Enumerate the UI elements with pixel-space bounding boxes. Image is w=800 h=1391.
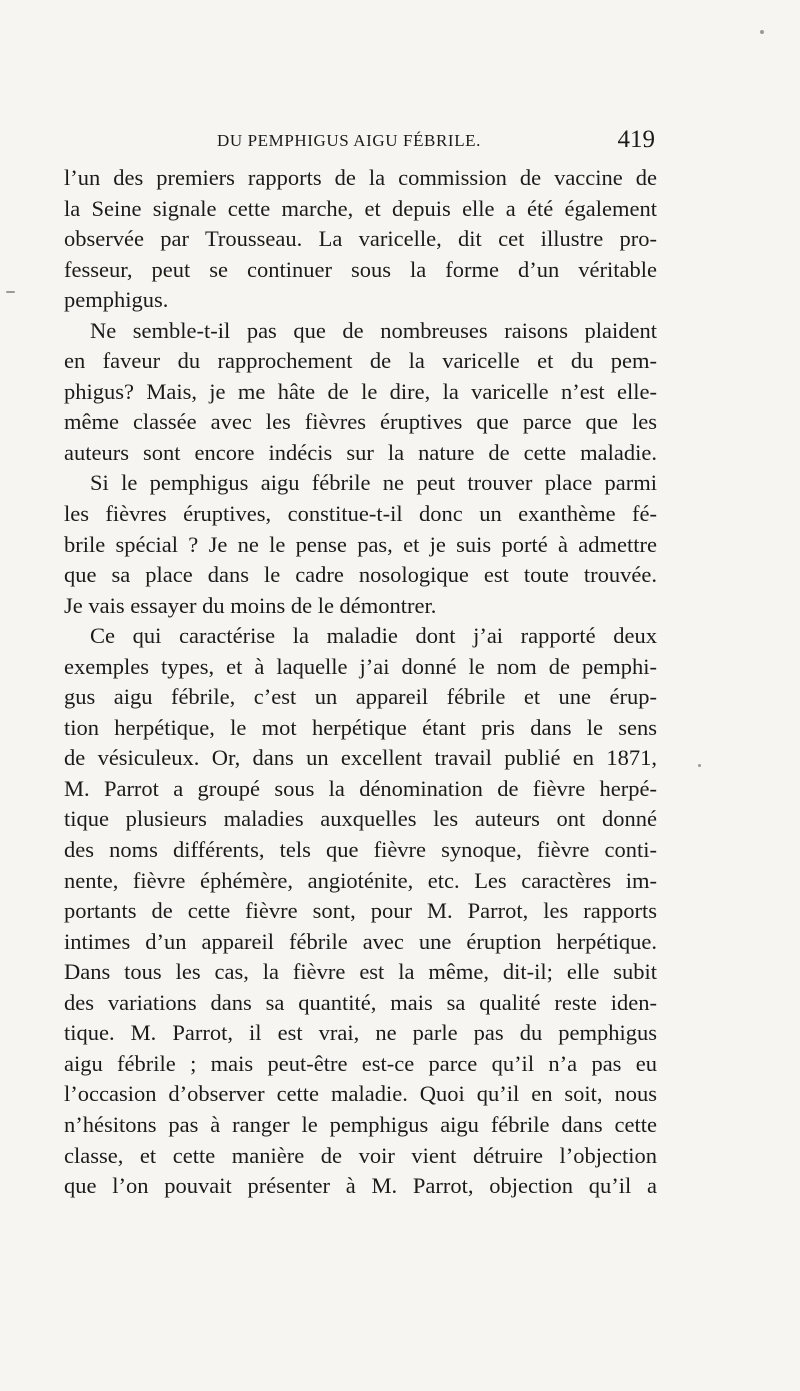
text-line: phigus? Mais, je me hâte de le dire, la varicelle n’est elle-	[64, 378, 657, 404]
text-line: en faveur du rapprochement de la varicelle et du pem-	[64, 348, 657, 374]
text-line: brile spécial ? Je ne le pense pas, et je suis porté à admettre	[64, 531, 657, 557]
paper-speck	[760, 30, 764, 34]
text-line: intimes d’un appareil fébrile avec une éruption herpétique.	[64, 928, 657, 954]
page-number: 419	[617, 126, 655, 153]
text-line: que sa place dans le cadre nosologique est toute trouvée.	[64, 562, 657, 588]
text-line: des variations dans sa quantité, mais sa qualité reste iden-	[64, 989, 657, 1015]
text-line: tique plusieurs maladies auxquelles les auteurs ont donné	[64, 806, 657, 832]
text-line: Je vais essayer du moins de le démontrer.	[64, 592, 437, 618]
text-line: observée par Trousseau. La varicelle, dit cet illustre pro-	[64, 226, 657, 252]
text-line: n’hésitons pas à ranger le pemphigus aigu fébrile dans cette	[64, 1111, 657, 1137]
text-line: la Seine signale cette marche, et depuis elle a été également	[64, 195, 657, 221]
text-line: l’un des premiers rapports de la commission de vaccine de	[64, 165, 657, 190]
text-line: portants de cette fièvre sont, pour M. Parrot, les rapports	[64, 898, 657, 924]
paper-speck	[698, 764, 701, 767]
text-line: les fièvres éruptives, constitue-t-il donc un exanthème fé-	[64, 501, 657, 527]
paragraph-first-line: Ce qui caractérise la maladie dont j’ai rapporté deux	[90, 623, 657, 649]
text-line: tique. M. Parrot, il est vrai, ne parle pas du pemphigus	[64, 1020, 657, 1046]
text-line: auteurs sont encore indécis sur la nature de cette maladie.	[64, 439, 657, 465]
paper-speck	[6, 291, 15, 293]
text-line: exemples types, et à laquelle j’ai donné le nom de pemphi-	[64, 653, 657, 679]
body-text	[64, 163, 657, 1202]
paragraph-first-line: Ne semble-t-il pas que de nombreuses raisons plaident	[90, 317, 657, 343]
text-line: de vésiculeux. Or, dans un excellent travail publié en 1871,	[64, 745, 657, 771]
text-line: pemphigus.	[64, 287, 169, 313]
text-line: l’occasion d’observer cette maladie. Quoi qu’il en soit, nous	[64, 1081, 657, 1107]
running-head	[60, 126, 657, 161]
text-line: que l’on pouvait présenter à M. Parrot, objection qu’il a	[64, 1173, 657, 1199]
text-line: classe, et cette manière de voir vient détruire l’objection	[64, 1142, 657, 1168]
text-line: aigu fébrile ; mais peut-être est-ce parce qu’il n’a pas eu	[64, 1050, 657, 1076]
text-line: même classée avec les fièvres éruptives que parce que les	[64, 409, 657, 435]
text-line: fesseur, peut se continuer sous la forme d’un véritable	[64, 256, 657, 282]
text-line: M. Parrot a groupé sous la dénomination de fièvre herpé-	[64, 775, 657, 801]
running-title: DU PEMPHIGUS AIGU FÉBRILE.	[217, 131, 482, 150]
text-line: tion herpétique, le mot herpétique étant pris dans le sens	[64, 714, 657, 740]
text-line: nente, fièvre éphémère, angioténite, etc. Les caractères im-	[64, 867, 657, 893]
text-line: Dans tous les cas, la fièvre est la même, dit-il; elle subit	[64, 959, 657, 985]
paragraph-first-line: Si le pemphigus aigu fébrile ne peut trouver place parmi	[90, 470, 657, 496]
text-line: des noms différents, tels que fièvre synoque, fièvre conti-	[64, 837, 657, 863]
text-line: gus aigu fébrile, c’est un appareil fébrile et une érup-	[64, 684, 657, 710]
